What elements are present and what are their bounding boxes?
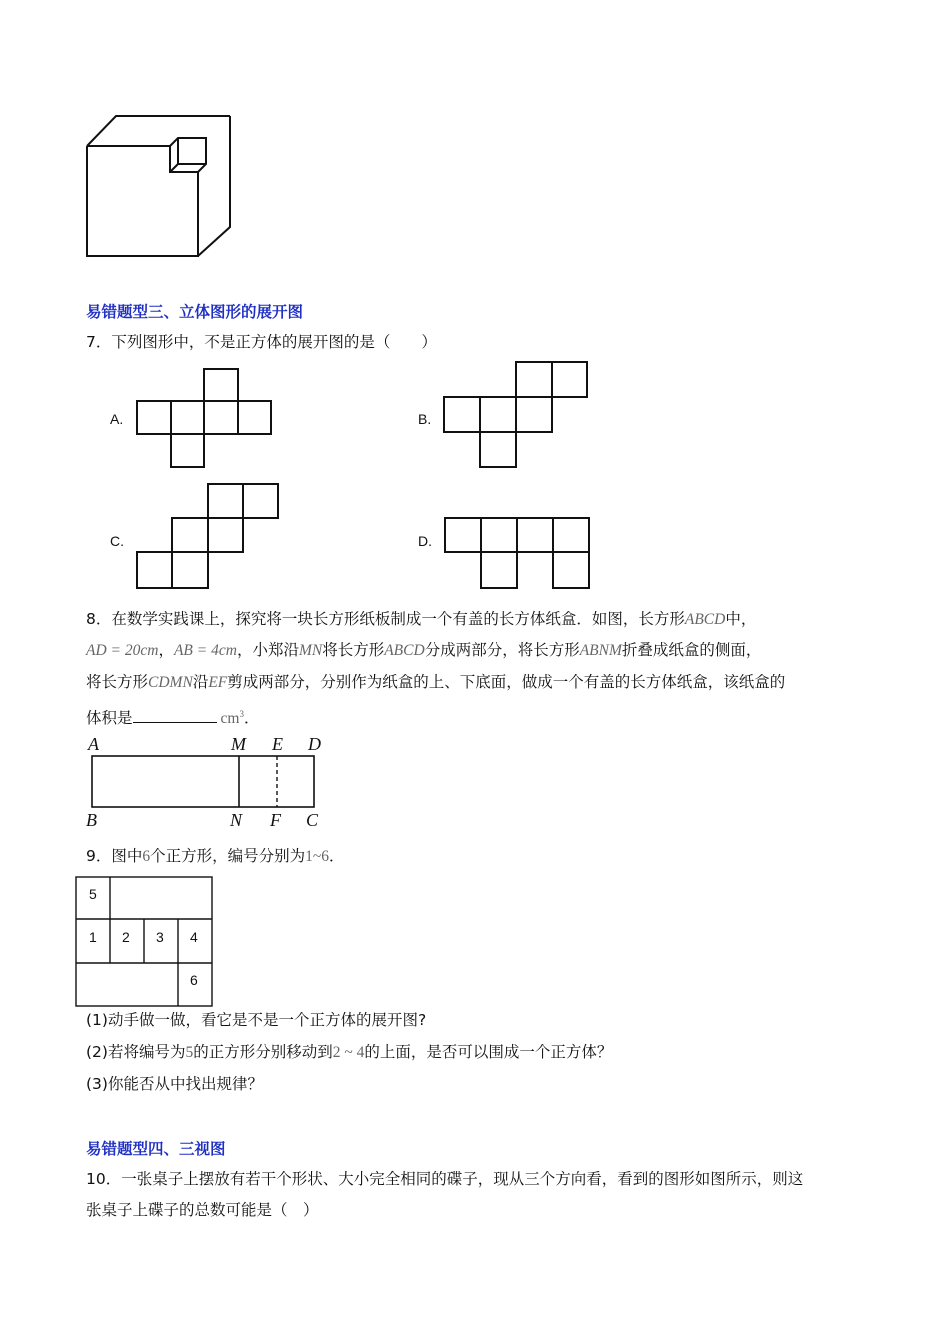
point-n-label: N xyxy=(230,810,243,830)
net-square xyxy=(136,551,173,589)
net-square xyxy=(480,517,518,553)
square-label-1: 1 xyxy=(89,929,97,945)
square-label-3: 3 xyxy=(156,929,164,945)
net-square xyxy=(479,431,517,468)
question-10-line-2: 张桌子上碟子的总数可能是（ ） xyxy=(86,1201,319,1219)
net-square xyxy=(242,483,279,519)
net-square xyxy=(170,400,205,435)
point-c-label: C xyxy=(306,810,319,830)
question-8-line-1: 8．在数学实践课上，探究将一块长方形纸板制成一个有盖的长方体纸盒．如图，长方形ABCD中， xyxy=(86,610,757,628)
point-f-label: F xyxy=(270,810,281,830)
rectangle-shape xyxy=(90,754,318,810)
net-square xyxy=(443,396,481,433)
net-square xyxy=(171,517,209,553)
square-label-6: 6 xyxy=(190,972,198,988)
net-square xyxy=(515,361,553,398)
question-9-text: 9．图中6个正方形，编号分别为1~6． xyxy=(86,847,345,865)
question-8-line-4: 体积是 $cm^3$． xyxy=(86,709,260,728)
answer-blank[interactable] xyxy=(133,708,217,723)
net-square xyxy=(479,396,517,433)
square-label-4: 4 xyxy=(190,929,198,945)
net-square xyxy=(552,517,590,553)
square-label-5: 5 xyxy=(89,886,97,902)
option-c-label[interactable]: C. xyxy=(110,533,124,549)
point-m-label: M xyxy=(231,734,246,754)
net-square xyxy=(207,483,244,519)
net-square xyxy=(207,517,244,553)
question-7-text: 7．下列图形中，不是正方体的展开图的是（ ） xyxy=(86,333,437,351)
cube-with-notch-figure xyxy=(84,112,236,262)
section-3-heading: 易错题型三、立体图形的展开图 xyxy=(86,303,304,321)
question-9-sub-2: (2)若将编号为5的正方形分别移动到2 ~ 4的上面，是否可以围成一个正方体？ xyxy=(86,1043,613,1061)
net-square xyxy=(516,517,554,553)
net-square xyxy=(552,551,590,589)
net-square xyxy=(203,400,239,435)
question-8-line-2: AD = 20cm，AB = 4cm，小郑沿MN将长方形ABCD分成两部分，将长方形ABNM折叠成纸盒的侧面， xyxy=(86,641,762,659)
question-8-line-3: 将长方形CDMN沿EF剪成两部分，分别作为纸盒的上、下底面，做成一个有盖的长方体纸盒，该纸盒的 xyxy=(86,673,786,691)
net-square xyxy=(515,396,553,433)
square-label-2: 2 xyxy=(122,929,130,945)
section-4-heading: 易错题型四、三视图 xyxy=(86,1140,226,1158)
option-d-label[interactable]: D. xyxy=(418,533,432,549)
question-10-line-1: 10．一张桌子上摆放有若干个形状、大小完全相同的碟子，现从三个方向看，看到的图形如图所示，则这 xyxy=(86,1170,804,1188)
point-d-label: D xyxy=(308,734,321,754)
net-square xyxy=(480,551,518,589)
net-square xyxy=(136,400,172,435)
question-9-sub-3: (3)你能否从中找出规律？ xyxy=(86,1075,263,1093)
net-square xyxy=(551,361,588,398)
point-b-label: B xyxy=(86,810,97,830)
point-e-label: E xyxy=(272,734,283,754)
option-b-label[interactable]: B. xyxy=(418,411,432,427)
net-square xyxy=(237,400,272,435)
net-square xyxy=(444,517,482,553)
net-square xyxy=(170,433,205,468)
point-a-label: A xyxy=(88,734,99,754)
net-square xyxy=(171,551,209,589)
option-a-label[interactable]: A. xyxy=(110,411,124,427)
question-9-sub-1: (1)动手做一做，看它是不是一个正方体的展开图? xyxy=(86,1011,427,1029)
net-square xyxy=(203,368,239,402)
